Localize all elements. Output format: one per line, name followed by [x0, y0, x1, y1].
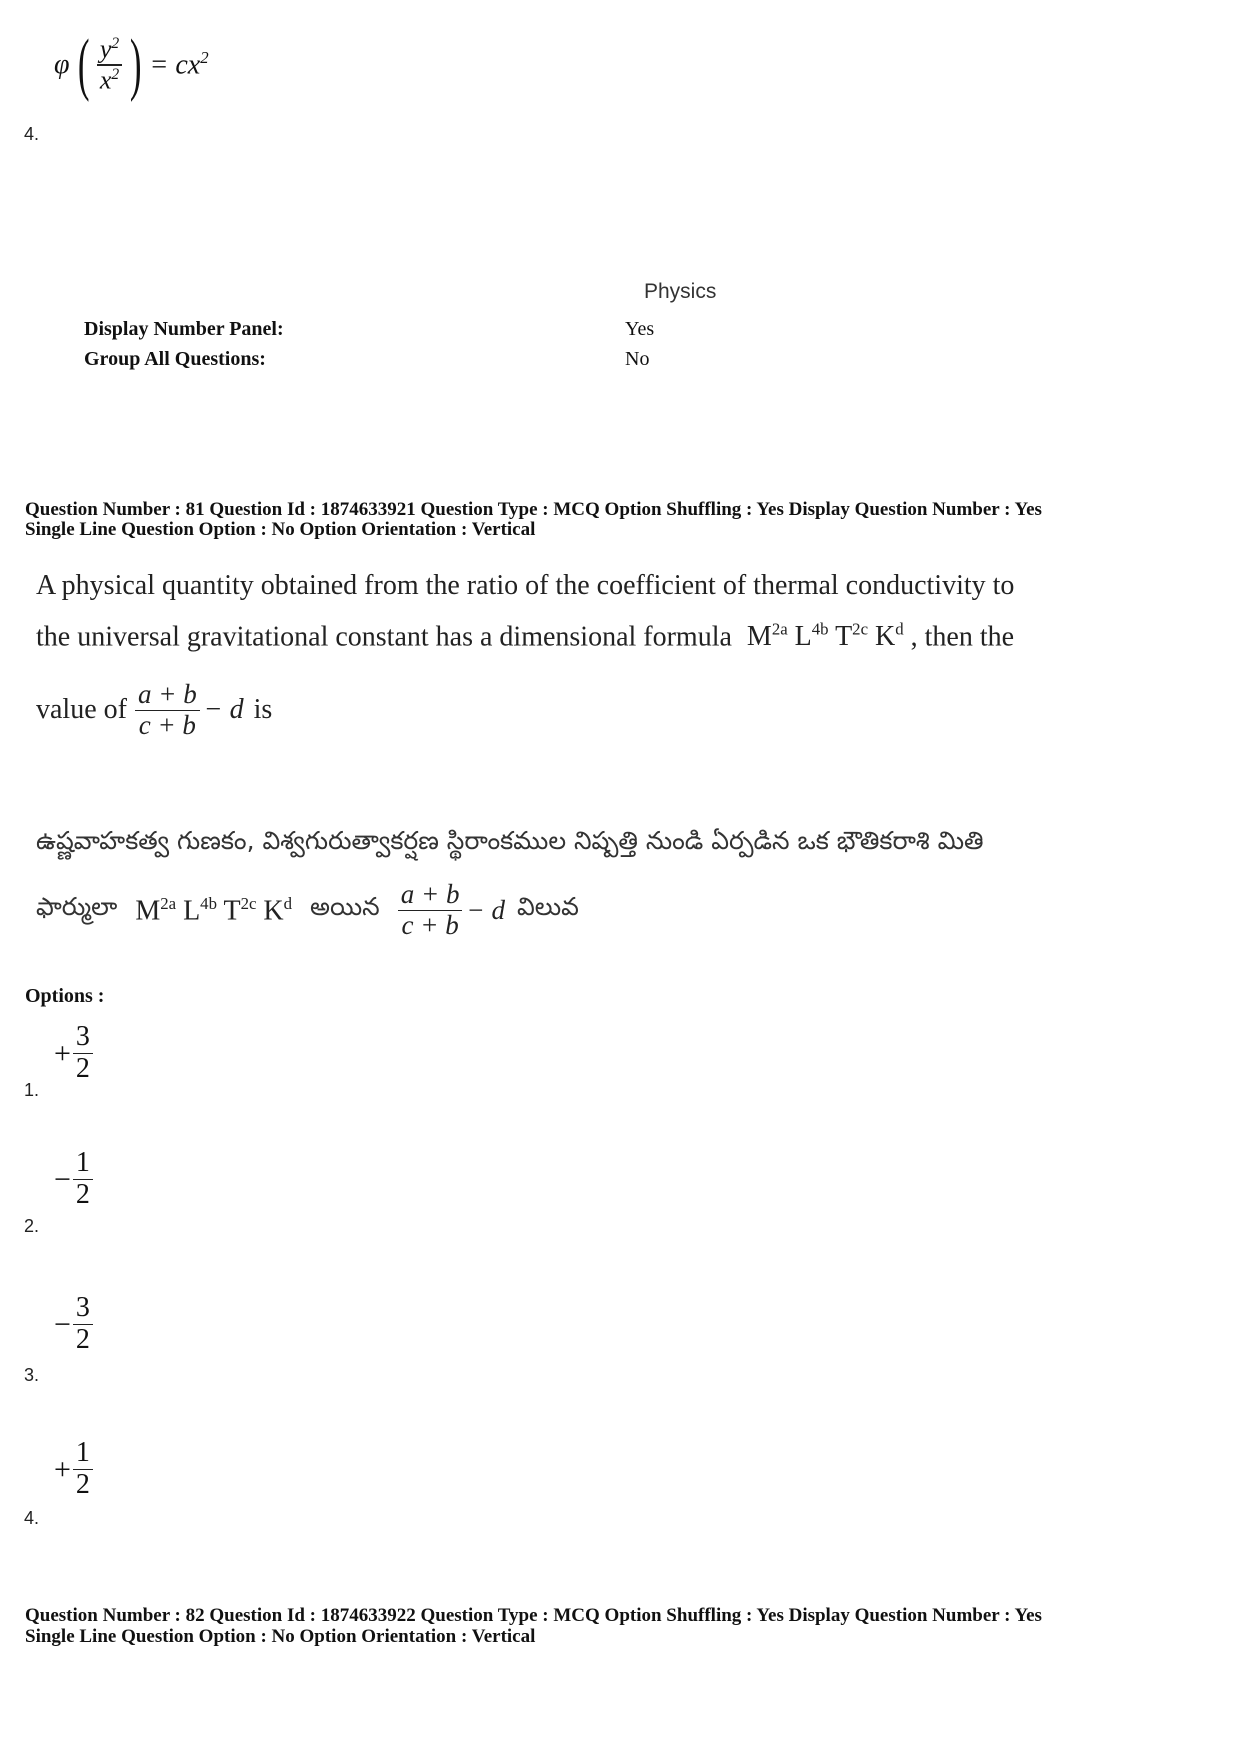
te-exp-m: 2a [160, 893, 177, 913]
q81-frac-num: a + b [137, 679, 197, 709]
option-1-sign: + [54, 1036, 71, 1070]
q81-meta-line2: Single Line Question Option : No Option Orientation : Vertical [25, 519, 536, 540]
q81-te-frac-num: a + b [400, 879, 460, 909]
option-1-fraction [73, 1022, 93, 1085]
frac-num-exp: 2 [111, 35, 120, 52]
q82-meta-line2: Single Line Question Option : No Option Orientation : Vertical [25, 1626, 536, 1647]
option-3-num: 3 [75, 1292, 90, 1323]
prev-option-fraction [97, 35, 122, 95]
option-4[interactable] [24, 1437, 93, 1528]
options-label: Options : [25, 985, 105, 1007]
q81-text-line3 [36, 680, 272, 741]
q81-text-line2-post: , then the [910, 621, 1015, 653]
prev-option-formula [54, 26, 209, 103]
dim-l: L [794, 621, 812, 653]
q81-telugu-line2 [36, 880, 579, 941]
option-2-den: 2 [75, 1179, 90, 1211]
frac-den-exp: 2 [111, 65, 120, 83]
section-value-display-number-panel: Yes [625, 318, 655, 340]
option-3-fraction [73, 1293, 93, 1356]
option-1-number: 1. [24, 1080, 40, 1100]
q81-te-frac-den: c + b [401, 910, 459, 941]
rhs-base: = cx [149, 49, 201, 81]
rhs-exp: 2 [200, 48, 209, 68]
q81-telugu-line1: ఉష్ణవాహకత్వ గుణకం, విశ్వగురుత్వాకర్షణ స్థిరాంకముల నిష్పత్తి నుండి ఏర్పడిన ఒక భౌతికరాశి మితి [36, 826, 984, 855]
q81-text-line1: A physical quantity obtained from the ratio of the coefficient of thermal conductivity to [36, 570, 1015, 601]
q82-meta-line1: Question Number : 82 Question Id : 1874633922 Question Type : MCQ Option Shuffling : Yes Display Question Number : Yes [25, 1605, 1042, 1626]
right-paren: ) [129, 26, 142, 103]
option-4-fraction [73, 1438, 93, 1501]
option-2-fraction [73, 1148, 93, 1211]
option-1-expression [54, 1022, 93, 1085]
te-exp-k: d [283, 893, 293, 913]
te-dim-k: K [263, 895, 284, 927]
q81-text-line3-pre: value of [36, 694, 127, 726]
option-4-sign: + [54, 1452, 71, 1486]
q81-text-line2-pre: the universal gravitational constant has a dimensional formula [36, 621, 732, 653]
section-label-display-number-panel: Display Number Panel: [84, 318, 284, 340]
dim-t: T [835, 621, 853, 653]
dimensional-formula [747, 621, 911, 652]
exp-k: d [895, 620, 904, 639]
option-4-number: 4. [24, 1508, 40, 1528]
option-3-den: 2 [75, 1324, 90, 1356]
option-2-num: 1 [75, 1147, 90, 1178]
exp-t: 2c [852, 620, 869, 639]
frac-num-base: y [99, 34, 112, 64]
q81-telugu-fraction [398, 880, 463, 941]
option-1-den: 2 [75, 1053, 90, 1085]
section-title: Physics [644, 280, 717, 303]
q81-telugu-line2-mid: అయిన [310, 892, 380, 922]
exp-m: 2a [771, 620, 788, 639]
option-4-expression [54, 1438, 93, 1501]
section-label-group-all-questions: Group All Questions: [84, 348, 266, 370]
option-2-sign: − [54, 1162, 71, 1196]
section-value-group-all-questions: No [625, 348, 650, 370]
q81-text-line3-post: is [253, 694, 273, 726]
q81-meta-line1: Question Number : 81 Question Id : 1874633921 Question Type : MCQ Option Shuffling : Yes Display Question Number : Yes [25, 499, 1042, 520]
option-1[interactable] [24, 1021, 93, 1100]
q81-fraction [135, 680, 200, 741]
frac-den-base: x [99, 65, 112, 95]
q81-telugu-line2-post: విలువ [516, 892, 579, 922]
te-exp-t: 2c [240, 893, 257, 913]
exp-l: 4b [811, 620, 829, 639]
option-3-number: 3. [24, 1365, 40, 1385]
te-dim-m: M [135, 895, 161, 927]
option-2-number: 2. [24, 1216, 40, 1236]
option-2[interactable] [24, 1147, 93, 1236]
q81-text-line2 [36, 620, 1014, 653]
prev-option-number: 4. [24, 124, 40, 144]
q81-te-minus-d: − d [466, 894, 505, 925]
option-4-num: 1 [75, 1437, 90, 1468]
option-3[interactable] [24, 1292, 93, 1385]
option-4-den: 2 [75, 1469, 90, 1501]
option-3-expression [54, 1293, 93, 1356]
te-dim-l: L [183, 895, 201, 927]
q81-frac-den: c + b [138, 710, 196, 741]
dim-k: K [875, 621, 896, 653]
option-1-num: 3 [75, 1021, 90, 1052]
option-2-expression [54, 1148, 93, 1211]
telugu-dimensional-formula [135, 894, 292, 927]
option-3-sign: − [54, 1307, 71, 1341]
te-dim-t: T [223, 895, 241, 927]
q81-minus-d: − d [203, 694, 244, 726]
q81-telugu-line2-pre: ఫార్ములా [36, 892, 118, 922]
phi-symbol: φ [54, 49, 70, 80]
left-paren: ( [77, 26, 89, 103]
dim-m: M [746, 621, 772, 653]
te-exp-l: 4b [200, 893, 217, 913]
